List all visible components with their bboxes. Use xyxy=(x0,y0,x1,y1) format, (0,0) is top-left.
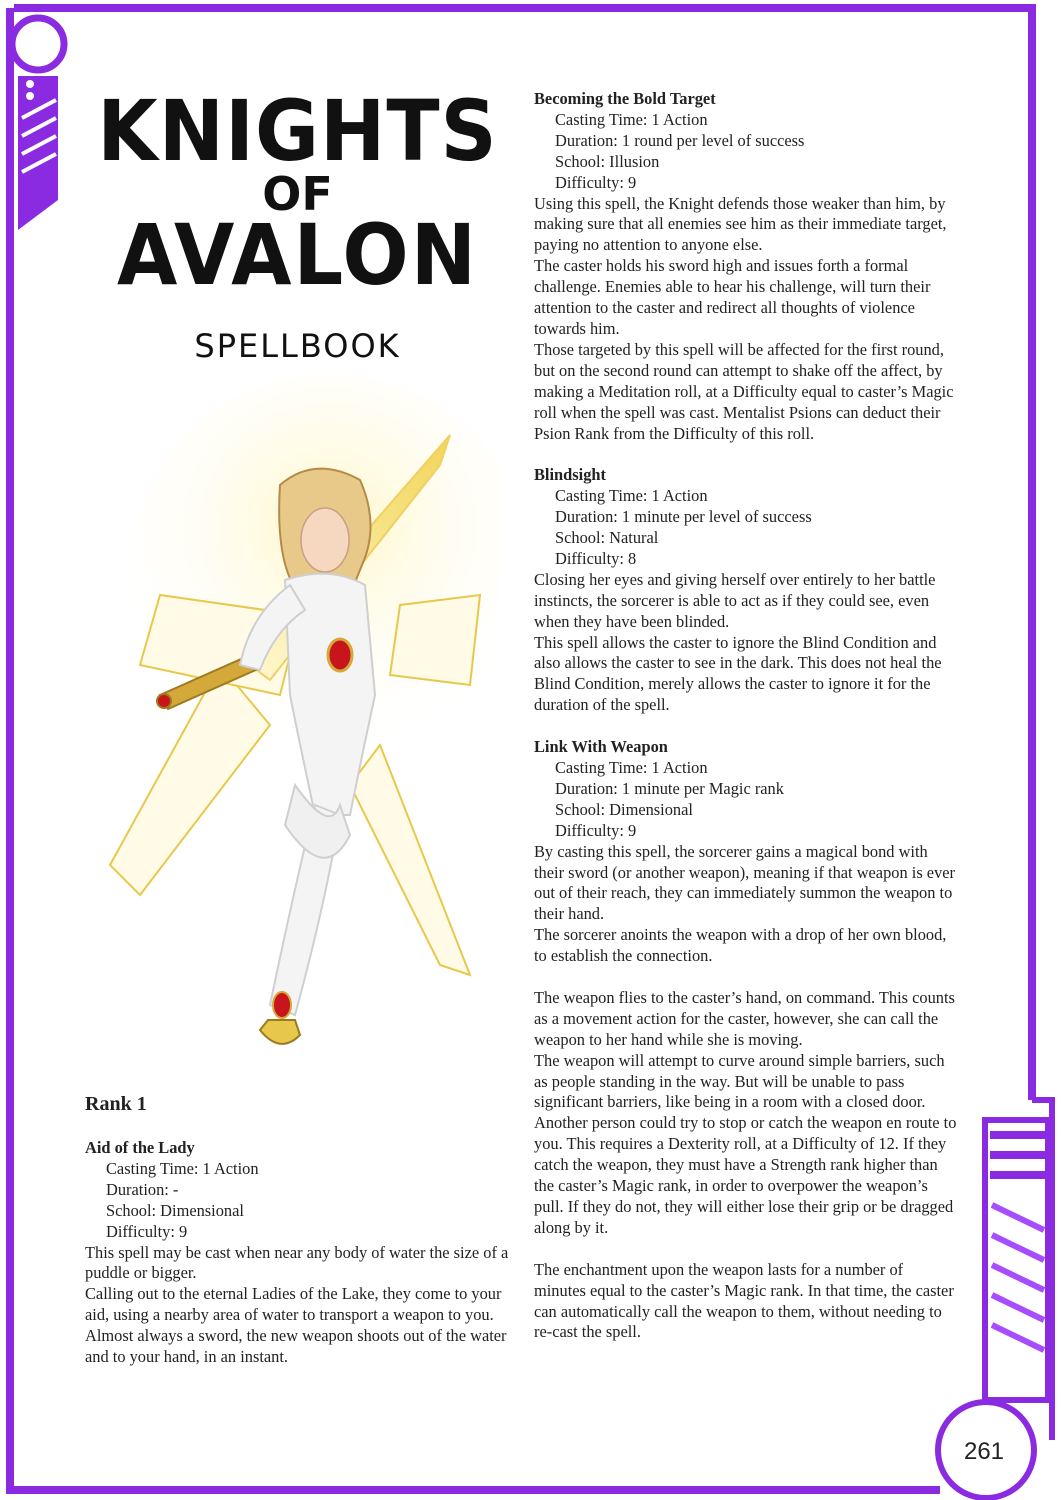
spell-paragraph: Another person could try to stop or catch the weapon en route to you. This requires a Dexterity roll, at a Difficulty of 12. If they catch the weapon, they must have a Strength rank higher than the caster’s Magic rank, in order to overpower the weapon’s pull. If they do not, they will either lose their grip or be dragged along by it. xyxy=(534,1113,957,1237)
spell-difficulty: Difficulty: 9 xyxy=(555,172,637,192)
spell-duration: Duration: 1 minute per Magic rank xyxy=(555,778,784,798)
logo-line-3: AVALON xyxy=(116,207,479,305)
spell-paragraph: The sorcerer anoints the weapon with a drop of her own blood, to establish the connection. xyxy=(534,925,947,966)
spell-casting-time: Casting Time: 1 Action xyxy=(555,486,708,506)
knight-illustration xyxy=(100,365,500,1065)
spell-paragraph: This spell may be cast when near any body of water the size of a puddle or bigger. xyxy=(85,1242,509,1283)
spell-school: School: Dimensional xyxy=(106,1200,244,1220)
spell-paragraph: Almost always a sword, the new weapon shoots out of the water and to your hand, in an instant. xyxy=(85,1326,507,1367)
rank-heading: Rank 1 xyxy=(85,1093,147,1115)
logo-subtitle: SPELLBOOK xyxy=(194,327,401,365)
left-column xyxy=(85,1138,515,1368)
spell-title: Blindsight xyxy=(534,465,606,485)
page-number: 261 xyxy=(963,1438,1005,1465)
spell-paragraph: Using this spell, the Knight defends those weaker than him, by making sure that all enemies see him as their immediate target, paying no attention to anyone else. xyxy=(534,193,947,255)
logo-line-2: OF xyxy=(262,167,333,221)
spell-casting-time: Casting Time: 1 Action xyxy=(106,1158,259,1178)
spell-title: Link With Weapon xyxy=(534,737,668,757)
spell-paragraph: The weapon flies to the caster’s hand, on command. This counts as a movement action for the caster, however, she can call the weapon to her hand while she is moving. xyxy=(534,987,955,1049)
spell-casting-time: Casting Time: 1 Action xyxy=(555,757,708,777)
spell-paragraph: The weapon will attempt to curve around simple barriers, such as people standing in the way. But will be unable to pass significant barriers, like being in a room with a closed door. xyxy=(534,1050,945,1112)
spell-paragraph: Closing her eyes and giving herself over entirely to her battle instincts, the sorcerer is able to act as if they could see, even when they have been blinded. xyxy=(534,569,936,631)
logo-line-1: KNIGHTS xyxy=(97,83,498,181)
spell-paragraph: This spell allows the caster to ignore the Blind Condition and also allows the caster to see in the dark. This does not heal the Blind Condition, merely allows the caster to ignore it for the duration of the spell. xyxy=(534,632,942,715)
book-logo xyxy=(80,83,515,366)
spell-paragraph: By casting this spell, the sorcerer gains a magical bond with their sword (or another weapon), meaning if that weapon is ever out of their reach, they can immediately summon the weapon to their hand. xyxy=(534,841,956,924)
spell-difficulty: Difficulty: 9 xyxy=(555,820,637,840)
spell-school: School: Natural xyxy=(555,528,659,548)
spell-difficulty: Difficulty: 9 xyxy=(106,1221,188,1241)
spell-duration: Duration: - xyxy=(106,1179,179,1199)
spell-paragraph: The caster holds his sword high and issues forth a formal challenge. Enemies able to hear his challenge, will turn their attention to the caster and redirect all thoughts of violence towards him. xyxy=(534,256,931,338)
spell-school: School: Illusion xyxy=(555,151,660,171)
spell-paragraph: Calling out to the eternal Ladies of the Lake, they come to your aid, using a nearby area of water to transport a weapon to you. xyxy=(85,1284,502,1325)
right-column xyxy=(534,89,959,1343)
spell-title: Aid of the Lady xyxy=(85,1138,195,1157)
spell-difficulty: Difficulty: 8 xyxy=(555,548,637,568)
spell-paragraph: The enchantment upon the weapon lasts for a number of minutes equal to the caster’s Magic rank. In that time, the caster can automatically call the weapon to them, without needing to re-cast the spell. xyxy=(534,1259,954,1342)
spell-school: School: Dimensional xyxy=(555,799,693,819)
spell-title: Becoming the Bold Target xyxy=(534,89,716,108)
spell-duration: Duration: 1 round per level of success xyxy=(555,130,805,150)
spell-duration: Duration: 1 minute per level of success xyxy=(555,507,812,527)
spell-casting-time: Casting Time: 1 Action xyxy=(555,109,708,129)
spell-paragraph: Those targeted by this spell will be affected for the first round, but on the second round can attempt to shake off the affect, by making a Meditation roll, at a Difficulty equal to caster’s Magic roll when the spell was cast. Mentalist Psions can deduct their Psion Rank from the Difficulty of this roll. xyxy=(534,339,954,443)
